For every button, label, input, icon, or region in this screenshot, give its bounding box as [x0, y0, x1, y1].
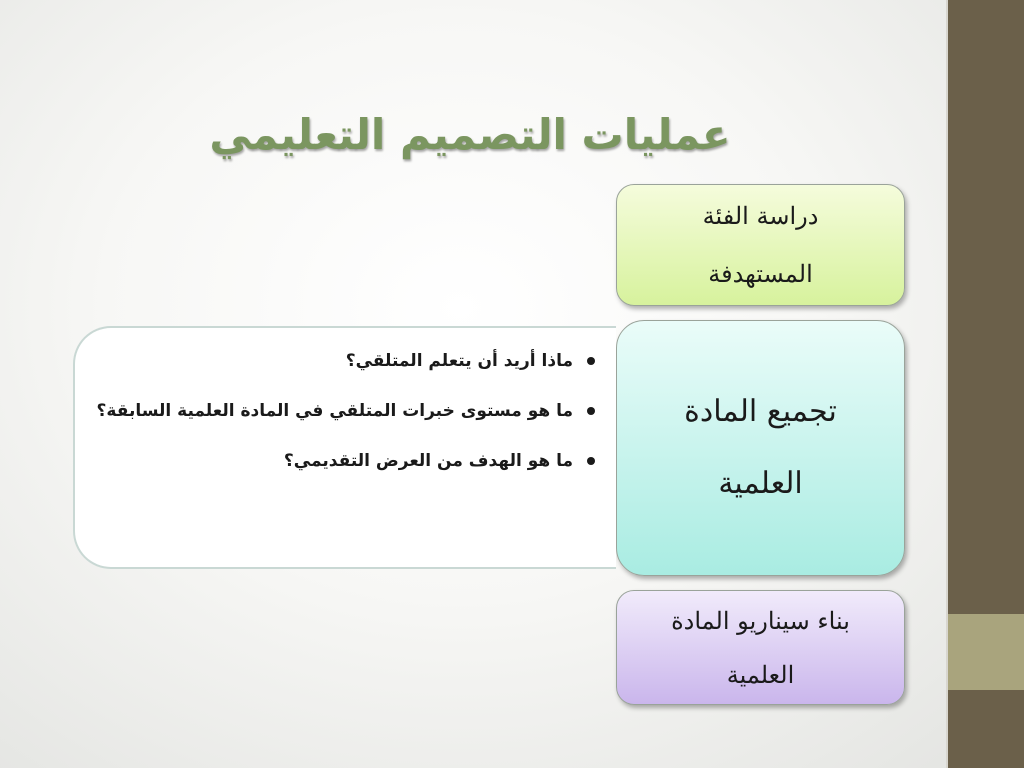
- process-box-line: العلمية: [718, 466, 803, 501]
- process-box-line: العلمية: [726, 660, 795, 689]
- decorative-sidebar-accent: [948, 614, 1024, 690]
- list-item: ماذا أريد أن يتعلم المتلقي؟: [90, 336, 595, 386]
- process-box-build-scenario: [616, 590, 905, 705]
- process-box-line: دراسة الفئة: [702, 202, 819, 230]
- callout-question-list: [90, 336, 595, 486]
- process-box-line: المستهدفة: [708, 260, 813, 288]
- slide-title: عمليات التصميم التعليمي: [209, 110, 731, 159]
- process-box-target-audience: [616, 184, 905, 306]
- list-item: ما هو مستوى خبرات المتلقي في المادة العلمية السابقة؟: [90, 386, 595, 436]
- process-box-line: تجميع المادة: [684, 394, 837, 429]
- list-item: ما هو الهدف من العرض التقديمي؟: [90, 436, 595, 486]
- process-box-line: بناء سيناريو المادة: [671, 606, 850, 635]
- process-box-collect-content: [616, 320, 905, 576]
